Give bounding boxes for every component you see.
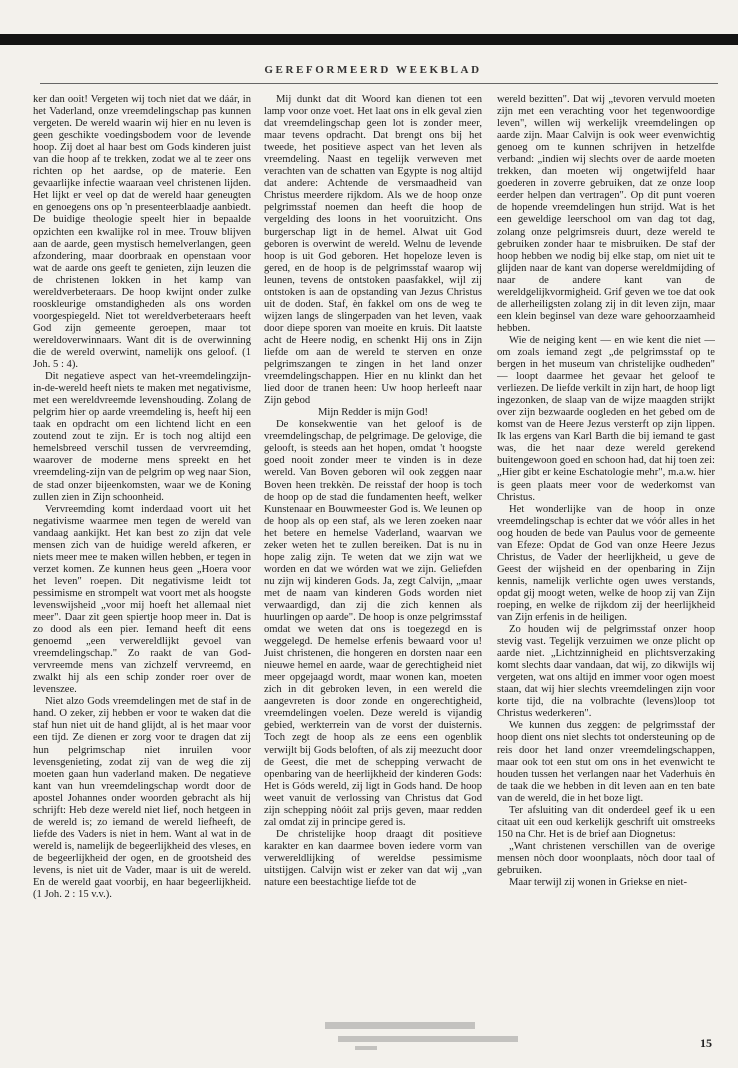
paragraph: De konsekwentie van het geloof is de vreemdelingschap, de pelgrimage. De gelovige, die gelooft, is steeds aan het hopen, omdat 't hoogste goed nooit zonder meer te vinden is in deze wereld. Van Boven geboren wil ook zeggen naar Boven heen trekkèn. De reisstaf der hoop is toch de hoop op de stad die fundamenten heeft, welker Kunstenaar en Bouwmeester God is. We leunen op de hoop als op een staf, als we leren zoeken naar het betere en hemelse Vaderland, waarvan we zeker weten het te zullen bereiken. Dat is nu in hope zalig zijn. Te weten dat we zijn wat we worden en dat we wórden wat we zijn. Geliefden nu zijn wij kinderen Gods. Ja, zegt Calvijn, „maar met de naam van kinderen Gods worden niet verwaardigd, dan zij die zich kennen als huurlingen op aarde". De hoop is onze pelgrimsstaf omdat we weten dat ons is toegezegd en is weggelegd. De hemelse erfenis bewaard voor u! Juist christenen, die hongeren en dorsten naar een nieuwe hemel en aarde, waar de gerechtigheid niet meer opgejaagd wordt, maar wonen kan, moeten zich in dit gebroken leven, in een wereld die aangevreten is door zonde en ongerechtigheid, vreemdelingen voelen. Deze wereld is vijandig gebied, werkterrein van de vorst der duisternis. Toch zegt de hoop als ze eens een ogenblik verwijlt bij Gods beloften, of als zij meezucht door de Geest, die met de schepping verwacht de openbaring van de heerlijkheid der kinderen Gods: Het is Góds wereld, zij ligt in Gods hand. De hoop weet vanuit de verlossing van Christus dat God zijn schepping nòóit zal prijs geven, maar redden zal omdat zij in principe gered is. — [264, 419, 482, 828]
paragraph: ker dan ooit! Vergeten wij toch niet dat we dáár, in het Vaderland, onze vreemdelingschap pas kunnen vergeten. De wereld waarin wij hier en nu leven is geen geschikte voedingsbodem voor de levende hoop. Zij doet al haar best om Gods kinderen juist van die hoop af te trekken, zodat we al te zeer ons richten op het aardse, op de materie. Een gevaarlijke infectie waaraan veel christenen lijden. Het lijkt er veel op dat de wereld haar geneugten en genoegens ons op 'n presenteerblaadje aanbiedt. De buidige theologie speelt hier in bepaalde opzichten een kwalijke rol in mee. Trouw blijven aan de aarde, geen mystisch hemelverlangen, geen afzondering, maar doorbraak en openstaan voor wat de aarde ons geeft te genieten, zijn leuzen die de christenen lokken in het kamp van wereldverbeteraars. De hoop kwijnt onder zulke rooskleurige omstandigheden als ons worden voorgespiegeld. Niet tot wereldverbeteraars heeft God zijn gemeente geroepen, maar tot wereldoverwinnaars. Want dit is de overwinning die de wereld overwint, namelijk ons geloof. (1 Joh. 5 : 4). — [33, 94, 251, 371]
paragraph: „Want christenen verschillen van de overige mensen nòch door woonplaats, nòch door taal of gebruiken. — [497, 840, 715, 876]
paragraph: Ter afsluiting van dit onderdeel geef ik u een citaat uit een oud kerkelijk geschrift uit omstreeks 150 na Chr. Het is de brief aan Diognetus: — [497, 804, 715, 840]
paragraph: Dit negatieve aspect van het-vreemdelingzijn-in-de-wereld heeft niets te maken met negativisme, met een wereldvreemde levenshouding. Zolang de pelgrim hier op aarde vreemdeling is, heeft hij een taak en opdracht om een lichtend licht en een zoutend zout te zijn. Er is toch nog altijd een hemelsbreed verschil tussen de vervreemding, waarover de moderne mens spreekt en het vreemdeling-zijn van de pelgrim op weg naar Sion, de stad onzer bijeenkomsten, waar we de Koning zullen zien in Zijn schoonheid. — [33, 371, 251, 503]
paragraph: Maar terwijl zij wonen in Griekse en niet- — [509, 877, 687, 889]
paragraph: wereld bezitten". Dat wij „tevoren vervuld moeten zijn met een verachting voor het tegenwoordige leven", willen wij werkelijk vreemdelingen op aarde zijn. Maar Calvijn is ook weer evenwichtig genoeg om te kunnen schrijven in hetzelfde verband: „indien wij slechts over de aarde moeten trekken, dan moeten wij ongetwijfeld haar goederen in zoverre gebruiken, dat ze onze loop eerder helpen dan vertragen". Op dit punt voeren de hopende vreemdelingen hun strijd. Wat is het een geweldige leerschool om van dag tot dag, zolang onze pelgrimsreis duurt, deze wereld te gebruiken zonder haar te misbruiken. De staf der hoop hebben we nodig bij elke stap, om niet uit te glijden naar de kant van doperse wereldmijding of naar de andere kant van de wereldgelijkvormigheid. Grif geven we toe dat ook de allerheiligsten zolang zij in dit leven zijn, maar een klein beginsel van deze ware gehoorzaamheid hebben. — [497, 94, 715, 334]
page-header-title: GEREFORMEERD WEEKBLAD — [264, 64, 482, 76]
paragraph: Het wonderlijke van de hoop in onze vreemdelingschap is echter dat we vóór alles in het oog houden de bede van Paulus voor de gemeente van Efeze: Opdat de God van onze Heere Jezus Christus, de Vader der heerlijkheid, u geve de Geest der wijsheid en der openbaring in Zijn kennis, namelijk verlichte ogen uwes verstands, opdat gij moogt weten, welke de hoop zij van Zijn roeping, en welke de rijkdom zij der heerlijkheid van Zijn erfenis in de heiligen. — [497, 503, 715, 624]
text-column-3 — [497, 94, 715, 1014]
paragraph: De christelijke hoop draagt dit positieve karakter en kan daarmee boven iedere vorm van verwereldlijking of wereldse pessimisme uitstijgen. Calvijn wist er zeker van dat wij „van nature een beestachtige liefde tot de — [264, 828, 482, 889]
paragraph: Wie de neiging kent — en wie kent die niet — om zoals iemand zegt „de pelgrimsstaf op te bergen in het museum van christelijke oudheden" — loopt daarmee het gevaar het geloof te verliezen. De liefde verkilt in zijn hart, de hoop ligt ingezonken, de slaap van de wijze maagden strijkt over zijn bezwaarde oogleden en het gebed om de komst van de Heere Jezus versterft op zijn lippen. Ik las ergens van Karl Barth die bij iemand te gast was, die het naar deze wereld gerekend buitengewoon goed en schoon had, dat hij toen zei: „Hier gibt er keine Eschatologie mehr", m.a.w. hier is geen plaats meer voor de wederkomst van Christus. — [497, 334, 715, 503]
print-smudge — [325, 1022, 475, 1029]
header-rule — [40, 83, 718, 84]
paragraph: Zo houden wij de pelgrimsstaf onzer hoop stevig vast. Tegelijk verzuimen we onze plicht op aarde niet. „Lichtzinnigheid en plichtsverzaking komt slechts daar vandaan, dat wij, zo dikwijls wij vergeten, wat ons altijd en immer voor ogen moest staan, dat wij hier slechts vreemdelingen zijn voor korte tijd, die na volbrachte (levens)loop tot Christus wederkeren". — [497, 624, 715, 720]
page-number: 15 — [700, 1036, 712, 1050]
paragraph: Mij dunkt dat dit Woord kan dienen tot een lamp voor onze voet. Het laat ons in elk geval zien dat vreemdelingschap geen lot is zonder meer, maar tevens opdracht. Dat brengt ons bij het tweede, het positieve aspect van het leven als vreemdeling. Naast en tegelijk verweven met verachten van de schatten van Egypte is nog altijd dat andere: Achtende de versmaadheid van Christus meerdere rijkdom. Als we de hoop onze pelgrimsstaf noemen dan heeft die hoop de vergelding des loons in het vooruitzicht. Ons burgerschap ligt in de hemel. Alwat uit God geboren is overwint de wereld. Welnu de levende hoop is uit God geboren. Het hopeloze leven is gered, en de hoop is de pelgrimsstaf waarop wij leunen, tevens de ontstoken paasfakkel, wijl zij ontstoken is aan de opstanding van Jezus Christus uit de doden. Staf, èn fakkel om ons de weg te wijzen langs de slingerpaden van het leven, vaak door diepe sporen van moeite en kruis. Dit laatste acht de Heere nodig, en schenkt Hij ons in Zijn liefde om aan de wereld te sterven en onze pelgrimszangen te zingen in het land onzer vreemdelingschappen. Hier en nu klinkt dan het lied door de tranen heen: Uw hoop herleeft naar Zijn gebod — [264, 94, 482, 407]
paragraph: Niet alzo Gods vreemdelingen met de staf in de hand. O zeker, zij hebben er voor te waken dat die staf hun niet uit de hand glijdt, al is het maar voor een tijd. Ze dienen er zorg voor te dragen dat zij hun pelgrimschap niet inruilen voor levensgenieting, zodat zij van de weg die zij moeten gaan hun vaderland maken. De negatieve kant van hun vreemdelingschap wordt door de apostel Johannes onder woorden gebracht als hij schrijft: Heb deze wereld niet lief, noch hetgeen in de wereld is; zo iemand de wereld liefheeft, de liefde des Vaders is niet in hem. Want al wat in de wereld is, namelijk de begeerlijkheid des vleses, en de begeerlijkheid der ogen, en de grootsheid des levens, is niet uit de Vader, maar is uit de wereld. En de wereld gaat voorbij, en haar begeerlijkheid. (1 Joh. 2 : 15 v.v.). — [33, 696, 251, 901]
print-smudge — [355, 1046, 377, 1050]
top-black-bar — [0, 34, 738, 45]
paragraph: We kunnen dus zeggen: de pelgrimsstaf der hoop dient ons niet slechts tot ondersteuning op de reis door het land onzer vreemdelingschappen, maar ook tot een stut om ons in het evenwicht te houden tussen het verlangen naar het Vaderhuis èn de taak die we hebben in dit leven aan en ten bate van de wereld, die in het boze ligt. — [497, 720, 715, 804]
paragraph: Vervreemding komt inderdaad voort uit het negativisme waarmee men tegen de wereld van vandaag aankijkt. Het kan best zo zijn dat vele mensen zich van de huidige wereld afkeren, er niets meer mee te maken willen hebben, er tegen in verzet komen. Ze kunnen heus geen „Hoera voor het leven" roepen. Dit negativisme leidt tot pessimisme en strompelt wat voort met als hoogste levenswijsheid „voor mij hoeft het allemaal niet meer". Daar zit geen spiertje hoop meer in. Dat is zo dood als een pier. Iemand heeft dit eens genoemd „een verwereldlijkt gevoel van vreemdelingschap." Zo raakt de van God-vervreemde mens van zichzelf vervreemd, en zwalkt hij als een schip zonder roer over de levenszee. — [33, 503, 251, 696]
text-column-2 — [264, 94, 482, 1014]
paragraph: Mijn Redder is mijn God! — [317, 407, 429, 419]
print-smudge — [338, 1036, 518, 1042]
text-column-1 — [33, 94, 251, 1014]
